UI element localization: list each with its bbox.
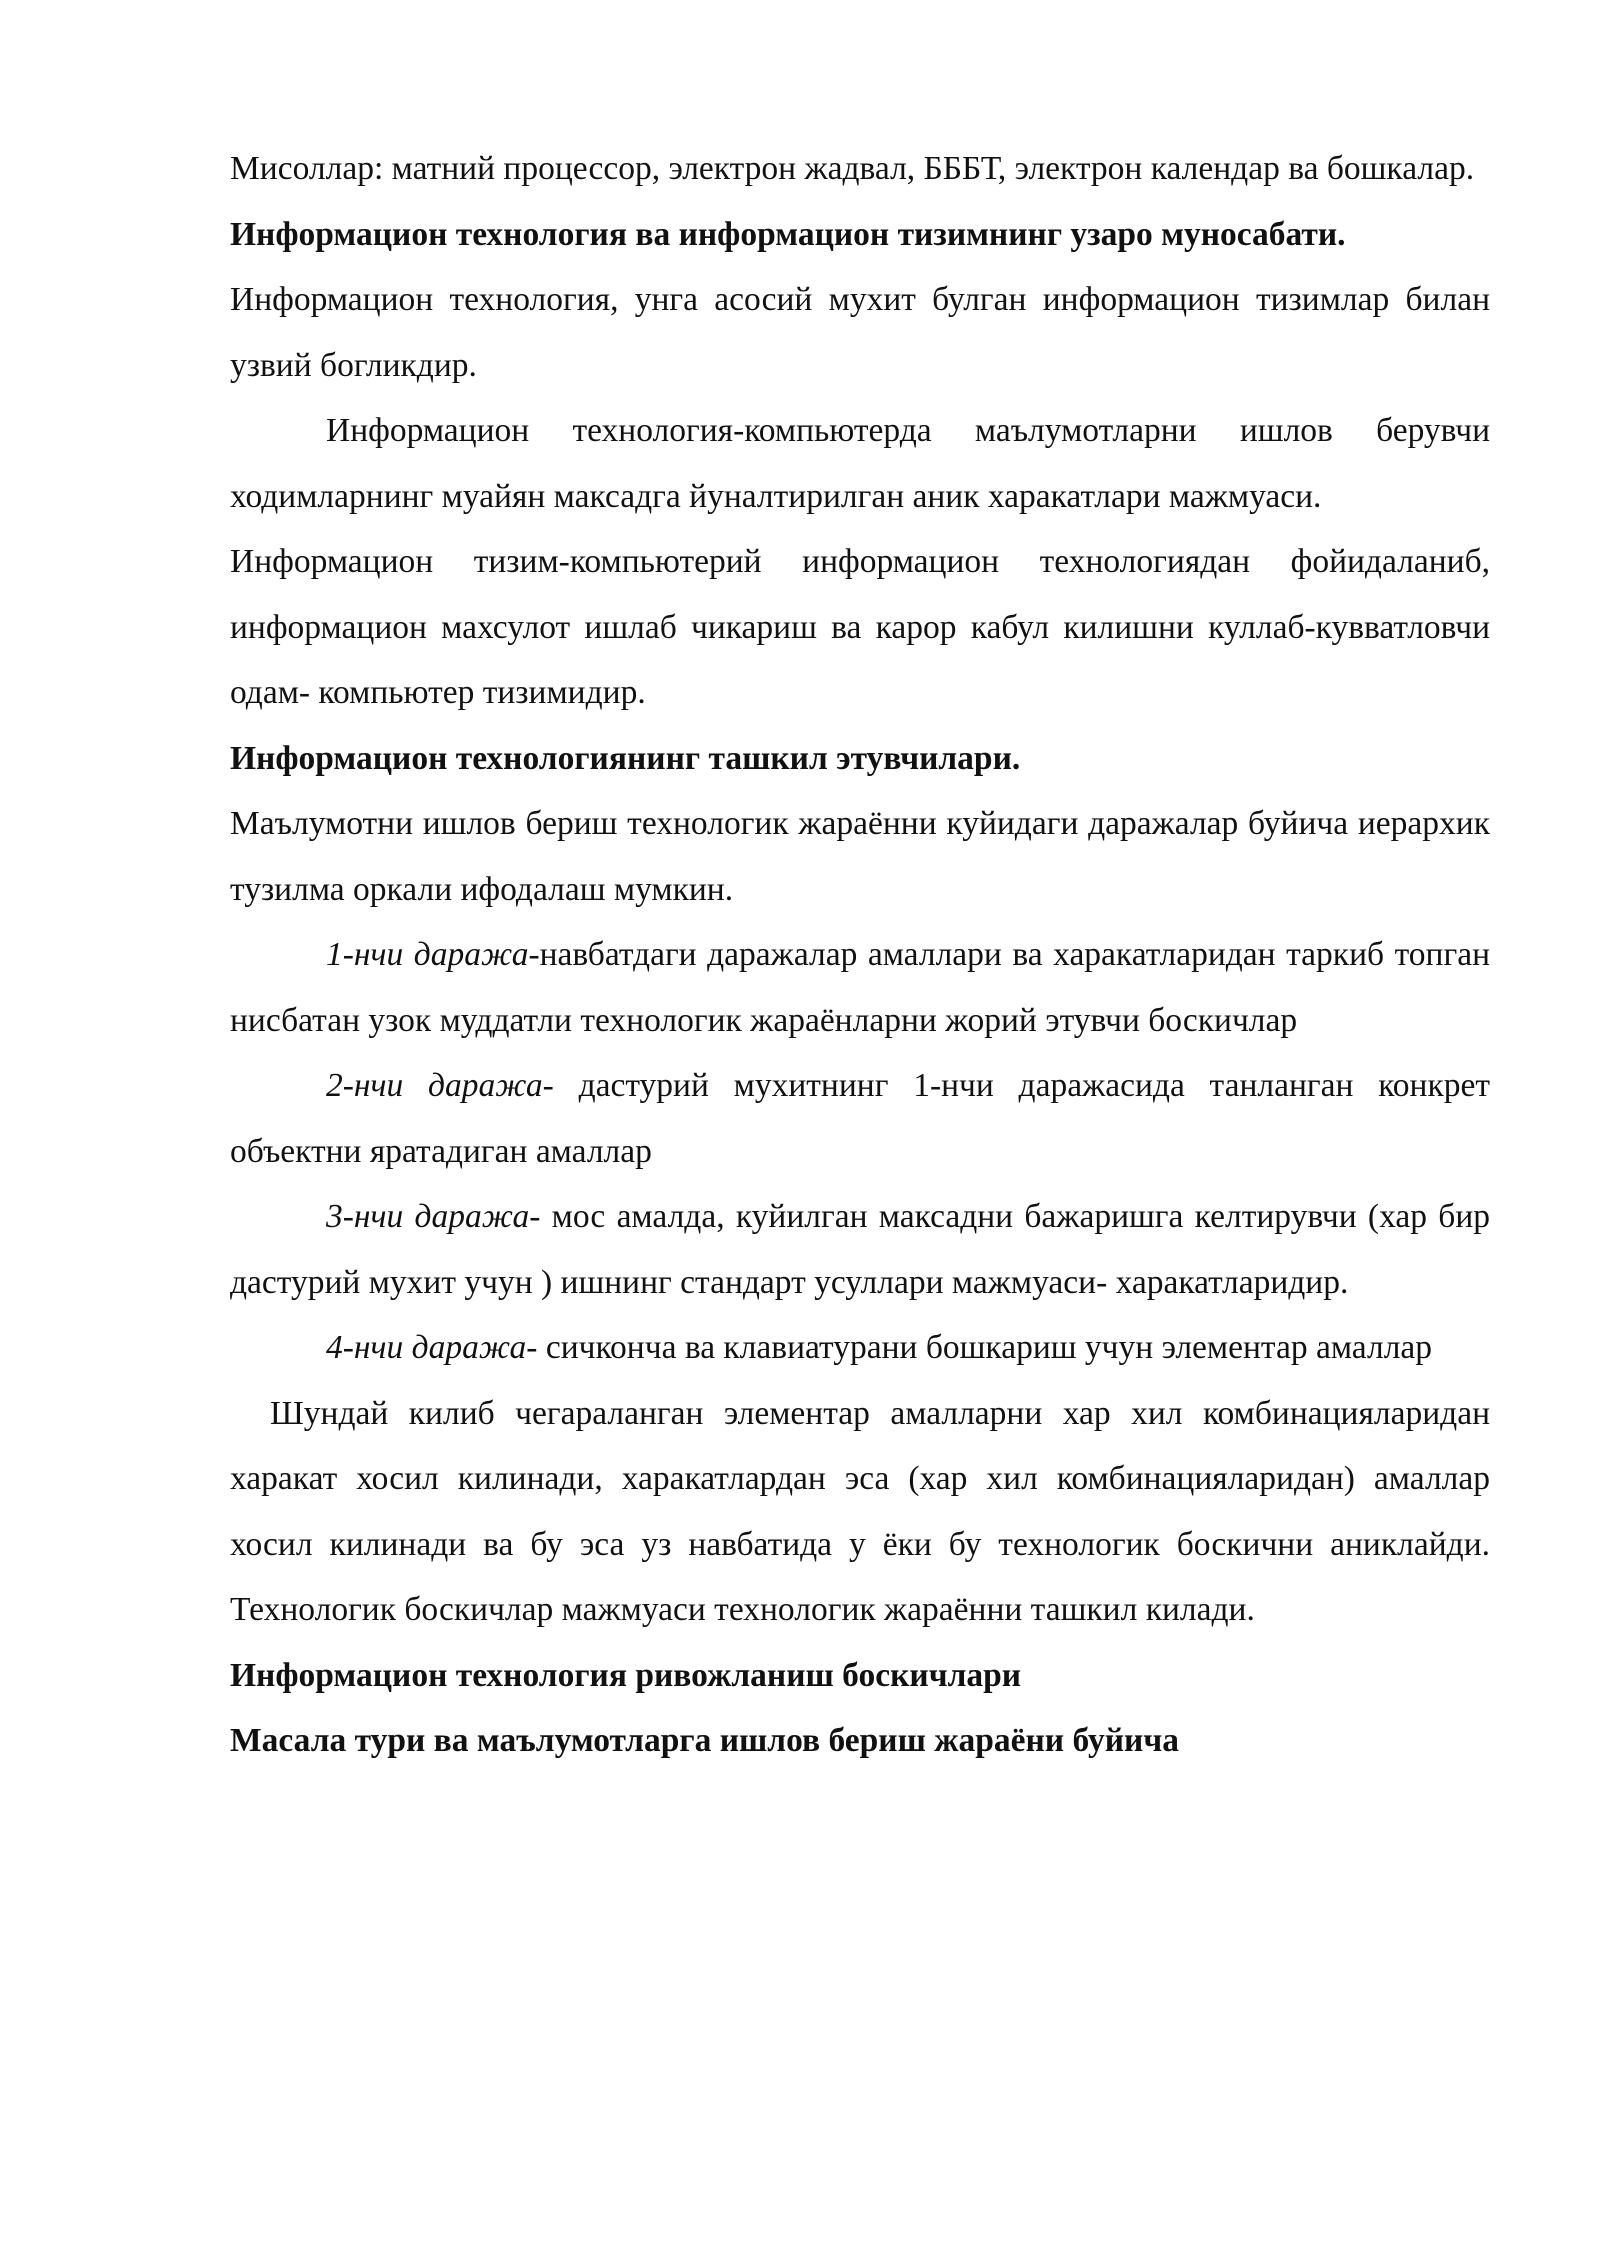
paragraph-level-2	[230, 1053, 1490, 1184]
level-4-text: сичконча ва клавиатурани бошкариш учун элементар амаллар	[537, 1329, 1433, 1366]
paragraph-it-definition: Информацион технология-компьютерда маълумотларни ишлов берувчи ходимларнинг муайян максадга йуналтирилган аник харакатлари мажмуаси.	[230, 412, 1490, 515]
paragraph-examples: Мисоллар: матний процессор, электрон жадвал, БББТ, электрон календар ва бошкалар.	[230, 150, 1475, 187]
heading-it-components: Информацион технологиянинг ташкил этувчилари.	[230, 739, 1021, 777]
level-4-term: 4-нчи даража-	[326, 1329, 538, 1366]
level-2-text: дастурий мухитнинг 1-нчи даражасида танланган конкрет объектни яратадиган амаллар	[230, 1067, 1490, 1170]
document-page	[230, 136, 1490, 1774]
paragraph-conclusion: Шундай килиб чегараланган элементар амалларни хар хил комбинацияларидан харакат хосил килинади, харакатлардан эса (хар хил комбинацияларидан) амаллар хосил килинади ва бу эса уз навбатида у ёки бу технологик боскични аниклайди. Технологик боскичлар мажмуаси технологик жараённи ташкил килади.	[230, 1394, 1490, 1628]
heading-task-type-processing: Масала тури ва маълумотларга ишлов бериш жараёни буйича	[230, 1722, 1179, 1759]
paragraph-level-1	[230, 922, 1490, 1053]
paragraph-it-environment: Информацион технология, унга асосий мухит булган информацион тизимлар билан узвий богликдир.	[230, 281, 1490, 384]
heading-it-development-stages: Информацион технология ривожланиш боскичлари	[230, 1656, 1022, 1694]
level-3-term: 3-нчи даража-	[326, 1198, 541, 1235]
paragraph-level-4	[230, 1315, 1490, 1381]
level-1-text: -навбатдаги даражалар амаллари ва харакатларидан таркиб топган нисбатан узок муддатли технологик жараёнларни жорий этувчи боскичлар	[230, 936, 1490, 1039]
level-2-term: 2-нчи даража-	[326, 1067, 554, 1104]
level-1-term: 1-нчи даража	[326, 936, 529, 973]
level-3-text: мос амалда, куйилган максадни бажаришга келтирувчи (хар бир дастурий мухит учун ) ишнинг стандарт усуллари мажмуаси- харакатларидир.	[230, 1198, 1491, 1301]
heading-it-and-is-relation: Информацион технология ва информацион тизимнинг узаро муносабати.	[230, 215, 1346, 253]
paragraph-hierarchy-intro: Маълумотни ишлов бериш технологик жараённи куйидаги даражалар буйича иерархик тузилма оркали ифодалаш мумкин.	[230, 805, 1490, 908]
paragraph-level-3	[230, 1184, 1490, 1315]
paragraph-is-definition: Информацион тизим-компьютерий информацион технологиядан фойидаланиб, информацион махсулот ишлаб чикариш ва карор кабул килишни куллаб-кувватловчи одам- компьютер тизимидир.	[230, 543, 1490, 711]
